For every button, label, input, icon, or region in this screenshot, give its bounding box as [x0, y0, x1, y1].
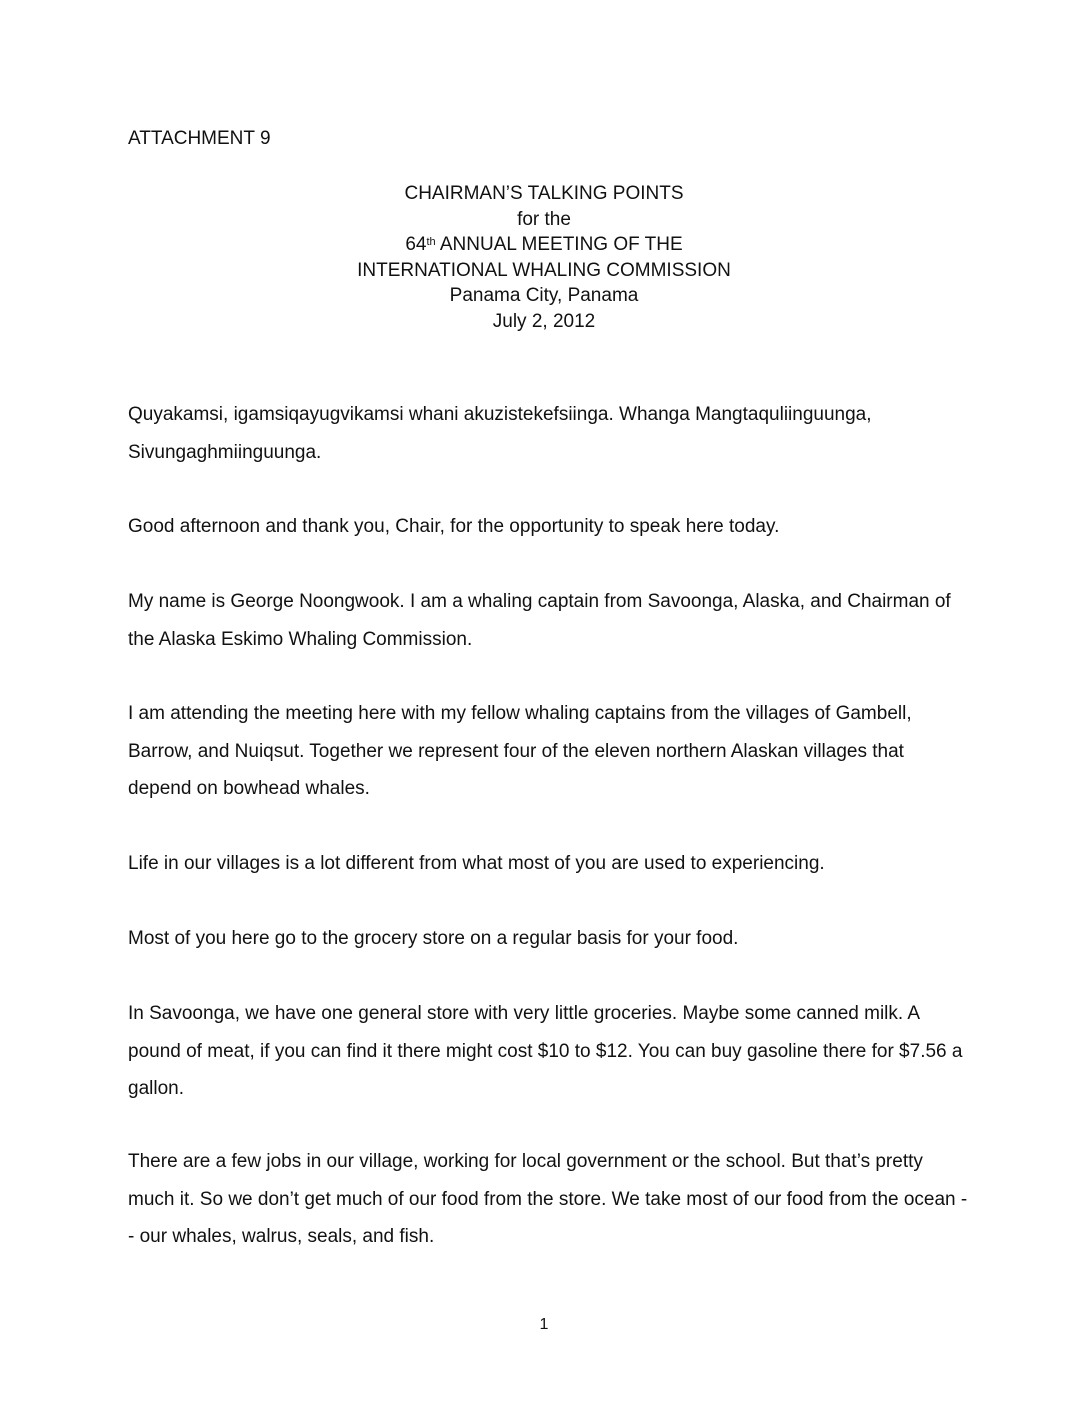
- attachment-label: ATTACHMENT 9: [128, 128, 271, 149]
- title-block: [0, 181, 1088, 334]
- paragraph: Most of you here go to the grocery store on a regular basis for your food.: [128, 928, 739, 949]
- ordinal-suffix: th: [426, 236, 436, 248]
- title-line-date: July 2, 2012: [492, 310, 596, 332]
- title-line: CHAIRMAN’S TALKING POINTS: [404, 183, 684, 204]
- title-line-meeting: [0, 232, 1088, 258]
- title-line-location: Panama City, Panama: [449, 285, 639, 306]
- paragraph: In Savoonga, we have one general store with very little groceries. Maybe some canned milk. A pound of meat, if you can find it there might cost $10 to $12. You can buy gasoline there for $7.56 a gallon.: [128, 1003, 963, 1099]
- paragraph: Quyakamsi, igamsiqayugvikamsi whani akuzistekefsiinga. Whanga Mangtaquliinguunga, Sivungaghmiinguunga.: [128, 404, 872, 463]
- paragraph: My name is George Noongwook. I am a whaling captain from Savoonga, Alaska, and Chairman of the Alaska Eskimo Whaling Commission.: [128, 591, 951, 650]
- title-line: INTERNATIONAL WHALING COMMISSION: [357, 259, 731, 281]
- meeting-number: 64: [405, 234, 427, 255]
- paragraph: Good afternoon and thank you, Chair, for the opportunity to speak here today.: [128, 516, 780, 537]
- page-number: 1: [539, 1316, 549, 1333]
- paragraph: I am attending the meeting here with my fellow whaling captains from the villages of Gambell, Barrow, and Nuiqsut. Together we represent four of the eleven northern Alaskan villages that depend on bowhead whales.: [128, 703, 912, 799]
- paragraph: There are a few jobs in our village, working for local government or the school. But that’s pretty much it. So we don’t get much of our food from the store. We take most of our food from the ocean -- our whales, walrus, seals, and fish.: [128, 1151, 968, 1247]
- title-line: for the: [517, 208, 571, 230]
- paragraph: Life in our villages is a lot different from what most of you are used to experiencing.: [128, 853, 825, 874]
- meeting-text: ANNUAL MEETING OF THE: [435, 234, 683, 255]
